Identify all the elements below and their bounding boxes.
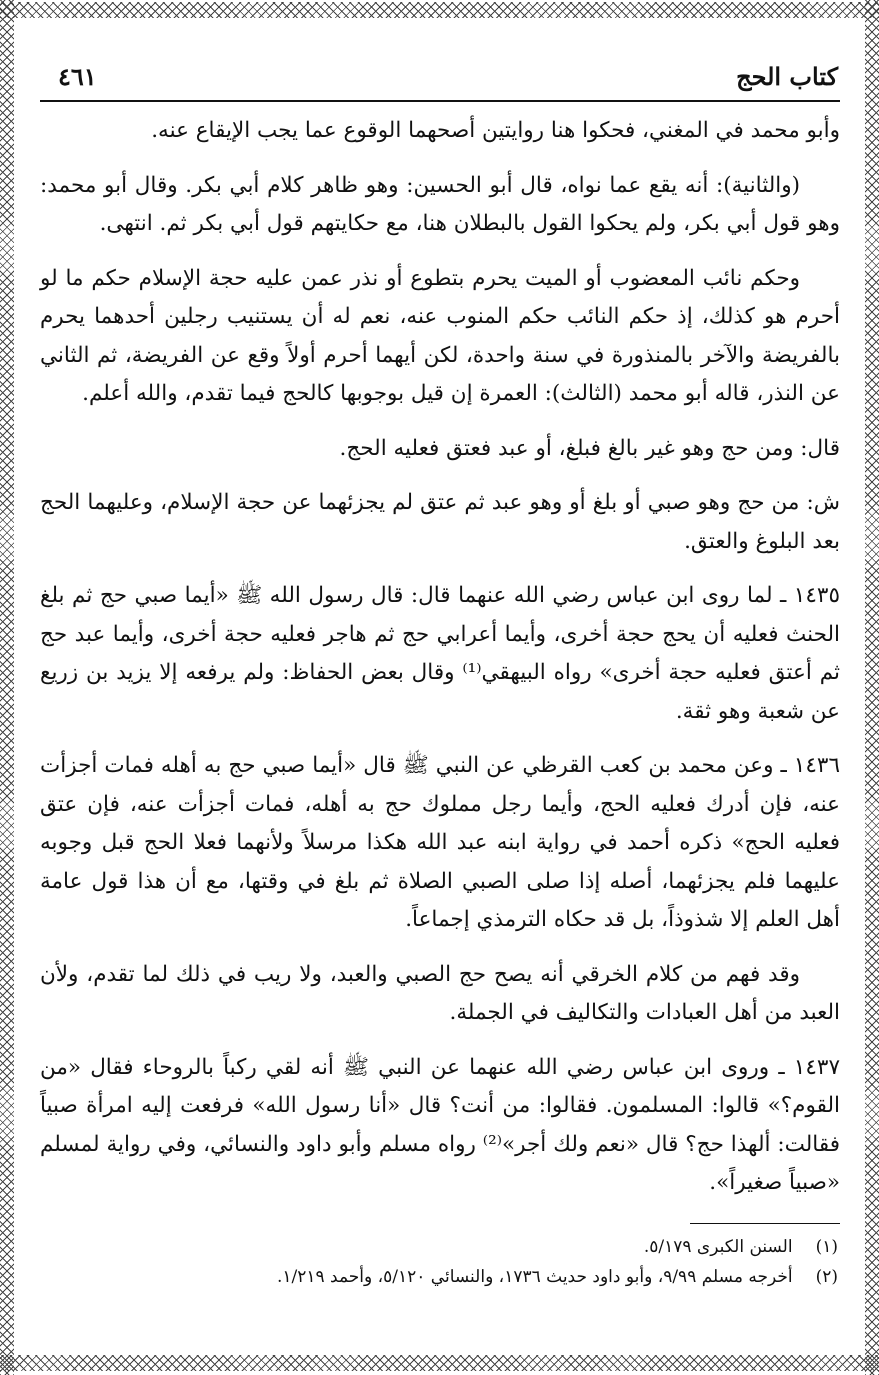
paragraph-3: وحكم نائب المعضوب أو الميت يحرم بتطوع أو نذر عمن عليه حجة الإسلام حكم ما لو أحرم هو كذلك، إذ حكم النائب حكم المنوب عنه، نعم له أن يستنيب رجلين أحدهما يحرم بالفريضة والآخر بالمنذورة في سنة واحدة، لكن أيهما أحرم أولاً وقع عن الفريضة، ثم الثاني عن النذر، قاله أبو محمد (الثالث): العمرة إن قيل بوجوبها كالحج فيما تقدم، والله أعلم. [40, 265, 840, 406]
hadith-1435: ١٤٣٥ ـ لما روى ابن عباس رضي الله عنهما قال: قال رسول الله ﷺ «أيما صبي حج ثم بلغ الحنث فعليه أن يحج حجة أخرى، وأيما أعرابي حج ثم هاجر فعليه حجة أخرى، وأيما عبد حج ثم أعتق فعليه حجة أخرى» رواه البيهقي⁽¹⁾ وقال بعض الحفاظ: ولم يرفعه إلا يزيد بن زريع عن شعبة وهو ثقة. [40, 583, 840, 724]
ornamental-border-top [0, 2, 879, 18]
footnote-2 [40, 1262, 840, 1292]
footnote-separator [690, 1223, 840, 1224]
ornamental-border-bottom [0, 1355, 879, 1371]
running-header [40, 60, 840, 102]
book-page [40, 60, 840, 1292]
paragraph-2: (والثانية): أنه يقع عما نواه، قال أبو الحسين: وهو ظاهر كلام أبي بكر. وقال أبو محمد: وهو قول أبي بكر، ولم يحكوا القول بالبطلان هنا، مع حكايتهم قول أبي بكر ثم. انتهى. [40, 172, 840, 236]
ornamental-border-left [0, 0, 14, 1375]
paragraph-5: ش: من حج وهو صبي أو بلغ أو وهو عبد ثم عتق لم يجزئهما عن حجة الإسلام، وعليهما الحج بعد البلوغ والعتق. [40, 490, 840, 554]
hadith-1437: ١٤٣٧ ـ وروى ابن عباس رضي الله عنهما عن النبي ﷺ أنه لقي ركباً بالروحاء فقال «من القوم؟» قالوا: المسلمون. فقالوا: من أنت؟ قال «أنا رسول الله» فرفعت إليه امرأة صبياً فقالت: ألهذا حج؟ قال «نعم ولك أجر»⁽²⁾ رواه مسلم وأبو داود والنسائي، وفي رواية لمسلم «صبياً صغيراً». [40, 1054, 840, 1195]
page-number: ٤٦١ [58, 62, 97, 91]
ornamental-border-right [865, 0, 879, 1375]
hadith-1436: ١٤٣٦ ـ وعن محمد بن كعب القرظي عن النبي ﷺ قال «أيما صبي حج به أهله فمات أجزأت عنه، فإن أدرك فعليه الحج، وأيما رجل مملوك حج به أهله، فمات أجزأت عنه، فإن عتق فعليه الحج» ذكره أحمد في رواية ابنه عبد الله هكذا مرسلاً ولأنهما فعلا الحج قبل وجوبه عليهما فلم يجزئهما، أصله إذا صلى الصبي الصلاة ثم بلغ في وقتها، مع أن هذا قول عامة أهل العلم إلا شذوذاً، بل قد حكاه الترمذي إجماعاً. [40, 753, 840, 932]
paragraph-1: وأبو محمد في المغني، فحكوا هنا روايتين أصحهما الوقوع عما يجب الإيقاع عنه. [151, 118, 840, 143]
book-title: كتاب الحج [736, 62, 838, 91]
footnote-number: (١) [815, 1236, 838, 1257]
footnote-1 [40, 1232, 840, 1262]
footnote-text: أخرجه مسلم ٩/٩٩، وأبو داود حديث ١٧٣٦، والنسائي ٥/١٢٠، وأحمد ١/٢١٩. [276, 1266, 793, 1287]
paragraph-4: قال: ومن حج وهو غير بالغ فبلغ، أو عبد فعتق فعليه الحج. [339, 435, 840, 461]
footnote-number: (٢) [815, 1266, 838, 1287]
paragraph-8: وقد فهم من كلام الخرقي أنه يصح حج الصبي والعبد، ولا ريب في ذلك لما تقدم، ولأن العبد من أهل العبادات والتكاليف في الجملة. [40, 961, 840, 1025]
footnote-text: السنن الكبرى ٥/١٧٩. [643, 1236, 793, 1257]
